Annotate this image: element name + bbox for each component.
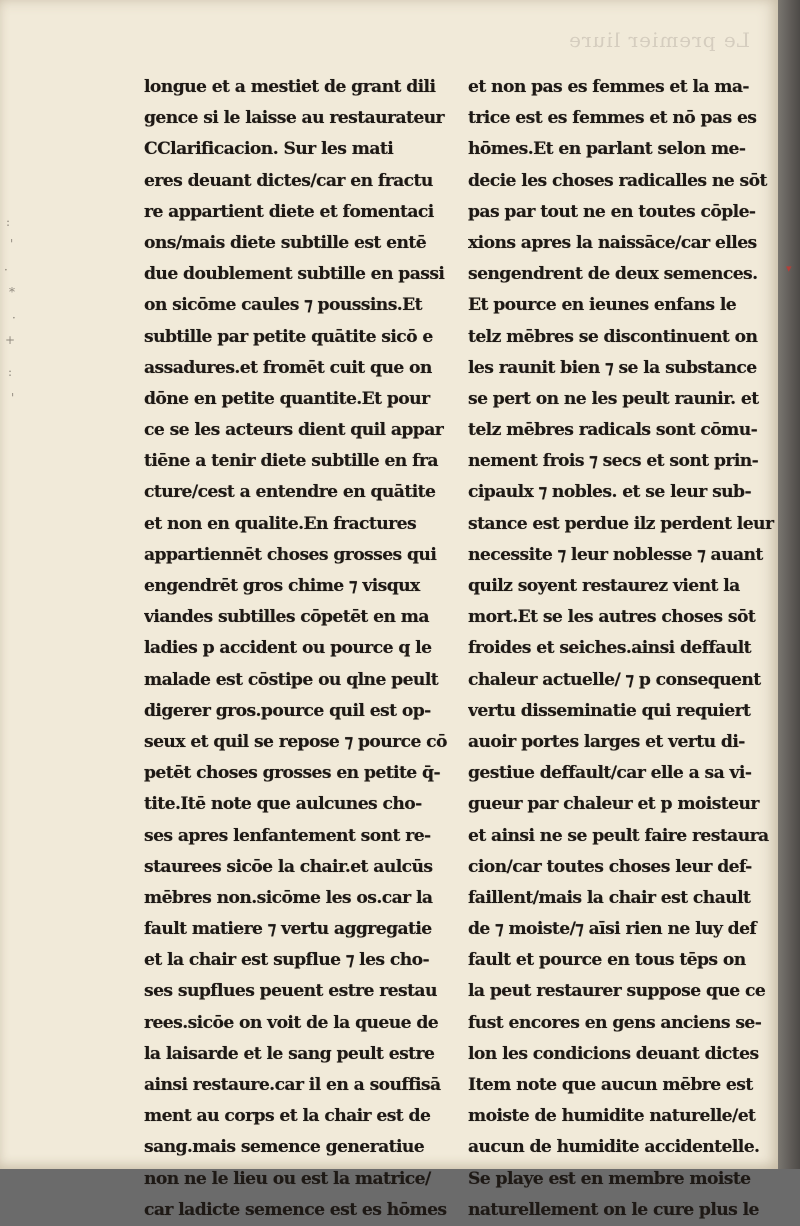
text-line: car ladicte semence est es hōmes [144, 1199, 447, 1220]
text-line: ses supflues peuent estre restau [144, 981, 437, 1002]
text-line: re appartient diete et fomentaci [144, 201, 434, 222]
text-line: fault matiere ⁊ vertu aggregatie [144, 919, 432, 940]
text-line: viandes subtilles cōpetēt en ma [144, 607, 429, 628]
text-line: chaleur actuelle/ ⁊ p consequent [468, 669, 761, 690]
text-line: CClarificacion. Sur les mati [144, 139, 394, 160]
text-line: due doublement subtille en passi [144, 264, 445, 285]
text-line: Et pource en ieunes enfans le [468, 295, 737, 316]
text-line: subtille par petite quātite sicō e [144, 326, 433, 347]
text-line: eres deuant dictes/car en fractu [144, 170, 433, 191]
text-line: appartiennēt choses grosses qui [144, 544, 437, 565]
text-line: hōmes.Et en parlant selon me- [468, 139, 746, 160]
text-line: et la chair est supflue ⁊ les cho- [144, 950, 430, 971]
text-line: se pert on ne les peult raunir. et [468, 388, 759, 409]
text-line: rees.sicōe on voit de la queue de [144, 1012, 439, 1033]
text-line: gence si le laisse au restaurateur [144, 108, 445, 129]
text-line: dōne en petite quantite.Et pour [144, 388, 430, 409]
text-line: lon les condicions deuant dictes [468, 1043, 759, 1064]
text-line: necessite ⁊ leur noblesse ⁊ auant [468, 544, 763, 565]
text-line: pas par tout ne en toutes cōple- [468, 201, 756, 222]
page-edge-shadow [778, 0, 800, 1169]
text-line: engendrēt gros chime ⁊ visqux [144, 576, 420, 596]
margin-marks: : ' · * · + : ' [4, 215, 16, 405]
text-line: naturellement on le cure plus le [468, 1199, 759, 1220]
text-line: aucun de humidite accidentelle. [468, 1137, 760, 1158]
text-line: faillent/mais la chair est chault [468, 887, 751, 908]
text-line: mort.Et se les autres choses sōt [468, 607, 756, 628]
text-line: gueur par chaleur et p moisteur [468, 794, 759, 815]
text-line: ce se les acteurs dient quil appar [144, 420, 444, 441]
text-line: digerer gros.pource quil est op- [144, 700, 431, 721]
text-line: et ainsi ne se peult faire restaura [468, 825, 769, 846]
text-line: sang.mais semence generatiue [144, 1137, 425, 1158]
text-line: seux et quil se repose ⁊ pource cō [144, 731, 447, 752]
text-line: fault et pource en tous tēps on [468, 950, 746, 971]
text-line: decie les choses radicalles ne sōt [468, 170, 767, 191]
text-line: gestiue deffault/car elle a sa vi- [468, 763, 752, 784]
right-text-column [468, 72, 786, 1226]
text-line: et non pas es femmes et la ma- [468, 77, 749, 97]
text-line: de ⁊ moiste/⁊ aīsi rien ne luy def [468, 919, 757, 940]
text-line: sengendrent de deux semences. [468, 264, 758, 285]
text-line: tite.Itē note que aulcunes cho- [144, 794, 422, 815]
text-line: cipaulx ⁊ nobles. et se leur sub- [468, 482, 751, 503]
text-line: nement frois ⁊ secs et sont prin- [468, 451, 759, 472]
text-line: malade est cōstipe ou qlne peult [144, 669, 439, 690]
text-line: fust encores en gens anciens se- [468, 1012, 762, 1033]
text-line: assadures.et fromēt cuit que on [144, 357, 432, 378]
text-line: Se playe est en membre moiste [468, 1168, 751, 1189]
text-line: auoir portes larges et vertu di- [468, 731, 745, 752]
text-line: petēt choses grosses en petite q̄- [144, 763, 440, 784]
text-line: ment au corps et la chair est de [144, 1106, 431, 1127]
text-line: longue et a mestiet de grant dili [144, 77, 436, 97]
text-line: froides et seiches.ainsi deffault [468, 638, 752, 659]
text-line: quilz soyent restaurez vient la [468, 576, 740, 596]
text-line: vertu disseminatie qui requiert [468, 700, 751, 721]
text-line: et non en qualite.En fractures [144, 513, 417, 534]
text-line: cion/car toutes choses leur def- [468, 856, 752, 877]
text-line: moiste de humidite naturelle/et [468, 1106, 756, 1127]
text-line: non ne le lieu ou est la matrice/ [144, 1168, 431, 1189]
text-line: la peut restaurer suppose que ce [468, 981, 766, 1002]
text-line: la laisarde et le sang peult estre [144, 1043, 435, 1064]
text-line: on sicōme caules ⁊ poussins.Et [144, 295, 422, 316]
text-line: ons/mais diete subtille est entē [144, 232, 427, 253]
text-line: mēbres non.sicōme les os.car la [144, 887, 433, 908]
text-line: staurees sicōe la chair.et aulcūs [144, 856, 433, 877]
text-line: stance est perdue ilz perdent leur [468, 513, 774, 534]
text-line: les raunit bien ⁊ se la substance [468, 357, 757, 378]
text-line: telz mēbres radicals sont cōmu- [468, 420, 758, 441]
text-line: ladies p accident ou pource q le [144, 638, 432, 659]
text-line: ses apres lenfantement sont re- [144, 825, 431, 846]
text-line: telz mēbres se discontinuent on [468, 326, 758, 347]
text-line: Item note que aucun mēbre est [468, 1075, 753, 1095]
bleed-through-header: Le premier liure [568, 28, 750, 52]
text-line: tiēne a tenir diete subtille en fra [144, 451, 438, 472]
text-line: xions apres la naissāce/car elles [468, 232, 757, 253]
text-line: trice est es femmes et nō pas es [468, 108, 757, 129]
text-line: ainsi restaure.car il en a souffisā [144, 1075, 441, 1095]
text-line: cture/cest a entendre en quātite [144, 482, 436, 503]
left-text-column [144, 72, 462, 1226]
stray-red-mark: ▾ [786, 262, 792, 275]
